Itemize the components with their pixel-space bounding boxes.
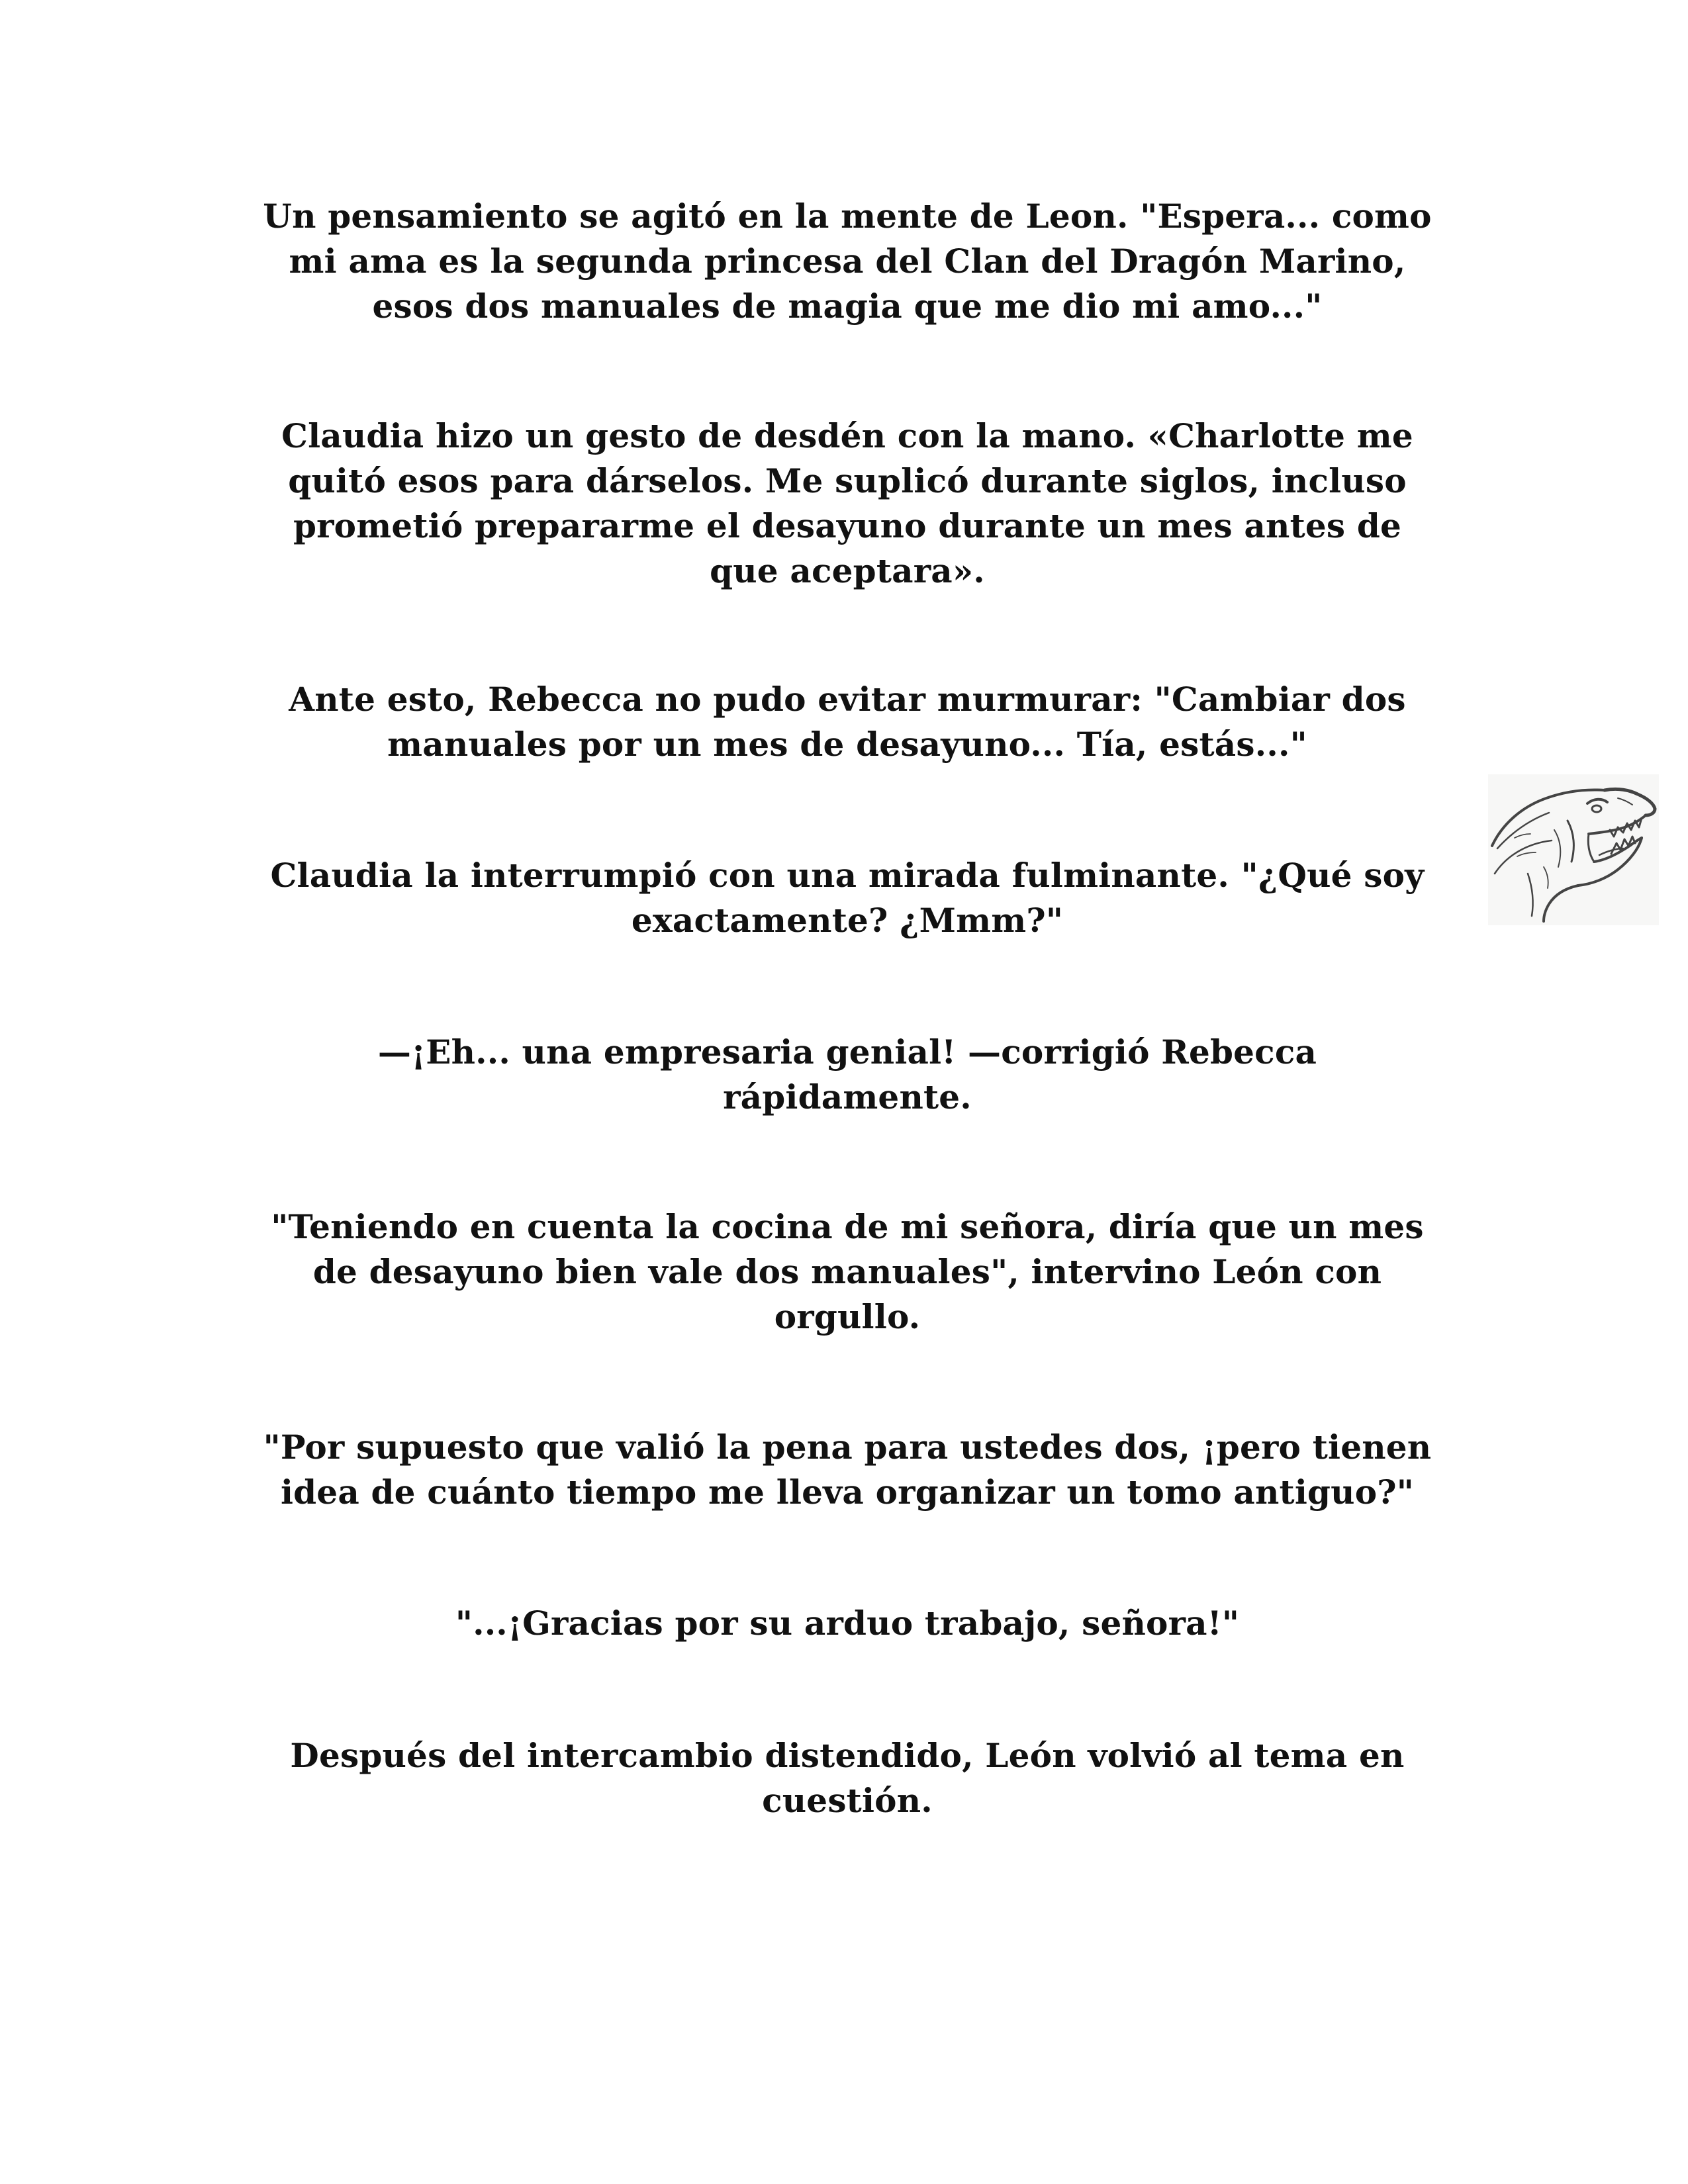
paragraph-line: Claudia la interrumpió con una mirada fulminante. "¿Qué soy xyxy=(270,856,1425,895)
paragraph-line: "...¡Gracias por su arduo trabajo, señora!" xyxy=(455,1604,1240,1643)
paragraph-8 xyxy=(225,1601,1470,1646)
paragraph-line: que aceptara». xyxy=(710,551,985,590)
paragraph-line: Un pensamiento se agitó en la mente de Leon. "Espera... como xyxy=(263,197,1432,236)
paragraph-1 xyxy=(225,194,1470,329)
paragraph-line: idea de cuánto tiempo me lleva organizar un tomo antiguo?" xyxy=(280,1473,1415,1512)
paragraph-5 xyxy=(225,1030,1470,1120)
paragraph-3 xyxy=(225,677,1470,767)
dinosaur-head-sketch-icon xyxy=(1488,774,1659,925)
paragraph-line: de desayuno bien vale dos manuales", intervino León con xyxy=(312,1252,1382,1291)
paragraph-line: Después del intercambio distendido, León volvió al tema en xyxy=(290,1736,1405,1775)
paragraph-line: exactamente? ¿Mmm?" xyxy=(631,901,1064,940)
paragraph-line: Ante esto, Rebecca no pudo evitar murmurar: "Cambiar dos xyxy=(289,680,1406,719)
dinosaur-head-sketch-icon xyxy=(1488,774,1659,925)
paragraph-line: cuestión. xyxy=(762,1781,933,1820)
paragraph-6 xyxy=(225,1205,1470,1340)
paragraph-2 xyxy=(225,414,1470,594)
paragraph-line: "Teniendo en cuenta la cocina de mi señora, diría que un mes xyxy=(271,1207,1424,1246)
paragraph-line: esos dos manuales de magia que me dio mi amo..." xyxy=(372,287,1323,326)
paragraph-9 xyxy=(225,1733,1470,1823)
paragraph-line: Claudia hizo un gesto de desdén con la mano. «Charlotte me xyxy=(281,416,1413,455)
paragraph-line: manuales por un mes de desayuno... Tía, estás..." xyxy=(387,725,1307,764)
paragraph-line: "Por supuesto que valió la pena para ustedes dos, ¡pero tienen xyxy=(263,1428,1432,1467)
paragraph-line: mi ama es la segunda princesa del Clan del Dragón Marino, xyxy=(289,242,1406,281)
paragraph-7 xyxy=(225,1425,1470,1515)
paragraph-line: rápidamente. xyxy=(723,1077,972,1116)
paragraph-line: —¡Eh... una empresaria genial! —corrigió Rebecca xyxy=(377,1032,1317,1071)
paragraph-line: prometió prepararme el desayuno durante un mes antes de xyxy=(293,506,1402,545)
paragraph-line: orgullo. xyxy=(774,1297,921,1336)
paragraph-line: quitó esos para dárselos. Me suplicó durante siglos, incluso xyxy=(288,461,1407,500)
paragraph-4 xyxy=(225,853,1470,943)
